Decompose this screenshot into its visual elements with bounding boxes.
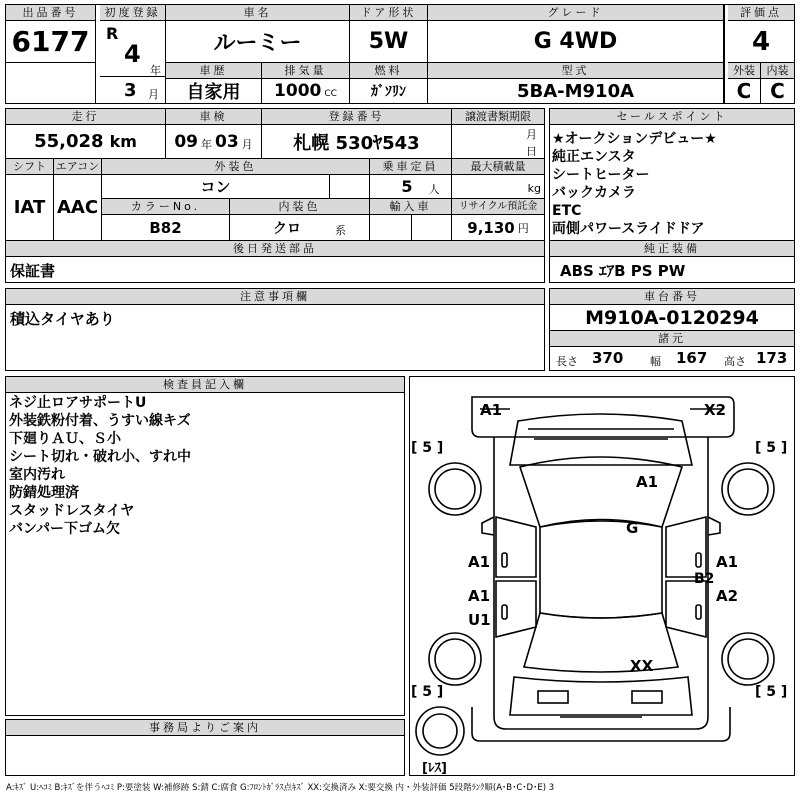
import-label: 輸入車 — [370, 199, 452, 215]
notes-label: 注意事項欄 — [6, 289, 544, 305]
sales-point-item: 純正エンスタ — [552, 149, 636, 165]
lot-blank — [6, 63, 96, 103]
reg-number-label: 登録番号 — [262, 109, 452, 125]
later-parts-label: 後日発送部品 — [6, 241, 544, 257]
insp-month-unit: 月 — [241, 137, 253, 151]
recycle: 9,130 — [467, 218, 515, 237]
inspection-cell — [166, 125, 262, 159]
sales-point-item: バックカメラ — [552, 185, 636, 201]
height-label: 高さ — [724, 355, 746, 368]
inspector-item: ネジ止ロアサポートU — [9, 395, 147, 411]
later-parts-value: 保証書 — [10, 262, 56, 280]
aircon-label: エアコン — [54, 159, 102, 175]
damage-mark: A1 — [468, 553, 491, 571]
chassis-label: 車台番号 — [550, 289, 794, 305]
color-blank — [330, 175, 370, 199]
score: 4 — [728, 21, 794, 63]
displacement: 1000 — [274, 81, 322, 101]
tire-tread-front-right: [ 5 ] — [755, 440, 788, 456]
inspector-item: 室内汚れ — [9, 467, 65, 483]
fuel: ｶﾞｿﾘﾝ — [350, 79, 428, 103]
color-no: B82 — [102, 215, 230, 240]
door-label: ドア形状 — [350, 5, 428, 21]
dims-label: 諸元 — [550, 331, 794, 347]
insp-month: 03 — [215, 131, 239, 152]
mileage-cell — [6, 125, 166, 159]
damage-mark: XX — [630, 657, 654, 675]
transfer-day: 日 — [526, 145, 537, 158]
insp-year: 09 — [174, 131, 198, 152]
damage-mark: B2 — [694, 571, 715, 587]
sales-points-list — [552, 130, 717, 238]
inspector-item: バンパー下ゴム欠 — [9, 521, 121, 537]
month-unit: 月 — [148, 88, 159, 101]
mileage-label: 走行 — [6, 109, 166, 125]
equipment-label: 純正装備 — [550, 241, 794, 257]
year-unit: 年 — [150, 64, 161, 77]
recycle-unit: 円 — [517, 221, 529, 235]
int-color-label: 内装色 — [230, 199, 370, 215]
displacement-cell — [262, 79, 350, 103]
spare-tire-label: [ﾚｽ] — [422, 761, 447, 776]
cc-unit: CC — [324, 89, 337, 99]
capacity-label: 乗車定員 — [370, 159, 452, 175]
transfer-label: 譲渡書類期限 — [452, 109, 544, 125]
aircon: AAC — [54, 175, 102, 241]
inspector-label: 検査員記入欄 — [6, 377, 404, 393]
lot-number: 6177 — [6, 21, 96, 63]
int-color-cell — [230, 215, 370, 240]
length-label: 長さ — [556, 355, 578, 368]
tire-tread-rear-right: [ 5 ] — [755, 684, 788, 700]
damage-mark: X2 — [704, 401, 727, 419]
first-reg-label: 初度登録 — [100, 5, 166, 21]
equipment-value: ABS ｴｱB PS PW — [560, 262, 686, 280]
color-no-label: カラーNo. — [102, 199, 230, 215]
lot-label: 出品番号 — [6, 5, 96, 21]
inspector-item: スタッドレスタイヤ — [9, 503, 135, 519]
width: 167 — [676, 349, 708, 367]
sales-point-item: シートヒーター — [552, 167, 650, 183]
km-unit: km — [109, 132, 137, 151]
load-cell — [452, 175, 544, 199]
car-outline — [410, 377, 793, 774]
interior-grade: C — [770, 79, 785, 103]
damage-mark: G — [626, 519, 639, 537]
width-label: 幅 — [650, 355, 661, 368]
interior-label: 内装 — [761, 63, 794, 79]
inspector-item: シート切れ・破れ小、すれ中 — [9, 449, 191, 465]
transfer-month: 月 — [526, 128, 537, 141]
tire-tread-rear-left: [ 5 ] — [411, 684, 444, 700]
car-name-label: 車名 — [166, 5, 350, 21]
int-color: クロ — [273, 220, 301, 237]
damage-mark: A1 — [468, 587, 491, 605]
displacement-label: 排気量 — [262, 63, 350, 79]
length: 370 — [592, 349, 624, 367]
recycle-cell — [452, 215, 544, 240]
grade-label: グレード — [428, 5, 724, 21]
capacity-unit: 人 — [428, 182, 440, 196]
mileage: 55,028 — [34, 131, 104, 152]
car-diagram — [409, 376, 795, 776]
load-label: 最大積載量 — [452, 159, 544, 175]
grade: G 4WD — [428, 21, 724, 63]
chassis-number: M910A-0120294 — [550, 305, 794, 331]
damage-mark: U1 — [468, 611, 491, 629]
height: 173 — [756, 349, 788, 367]
color-label: 外装色 — [102, 159, 370, 175]
capacity-cell — [370, 175, 452, 199]
inspector-item: 下廻りＡＵ、Ｓ小 — [9, 431, 121, 447]
model: 5BA-M910A — [428, 79, 724, 103]
office-label: 事務局よりご案内 — [6, 720, 404, 736]
reg-number: 札幌 530ﾔ543 — [262, 125, 452, 159]
tire-tread-front-left: [ 5 ] — [411, 440, 444, 456]
capacity: 5 — [401, 177, 413, 196]
import-a — [370, 215, 412, 240]
score-label: 評価点 — [728, 5, 794, 21]
int-color-unit: 系 — [335, 223, 346, 237]
exterior-label: 外装 — [728, 63, 761, 79]
reg-year: 4 — [124, 40, 141, 68]
reg-month: 3 — [124, 80, 137, 101]
inspector-list — [9, 394, 191, 538]
inspection-label: 車検 — [166, 109, 262, 125]
car-name: ルーミー — [166, 21, 350, 63]
damage-mark: A1 — [480, 401, 503, 419]
shift-label: シフト — [6, 159, 54, 175]
sales-point-item: 両側パワースライドドア — [552, 221, 705, 237]
recycle-label: リサイクル預託金 — [452, 199, 544, 215]
sales-points-label: セールスポイント — [550, 109, 794, 125]
inspector-item: 防錆処理済 — [9, 485, 79, 501]
sales-point-item: ETC — [552, 203, 582, 219]
fuel-label: 燃料 — [350, 63, 428, 79]
import-b — [412, 215, 452, 240]
damage-mark: A1 — [636, 473, 659, 491]
door-shape: 5W — [350, 21, 428, 63]
color: コン — [102, 175, 330, 199]
damage-mark: A1 — [716, 553, 739, 571]
notes-value: 積込タイヤあり — [10, 310, 115, 328]
history: 自家用 — [166, 79, 262, 103]
shift: IAT — [6, 175, 54, 241]
history-label: 車歴 — [166, 63, 262, 79]
legend: A:ｷｽﾞ U:ﾍｺﾐ B:ｷｽﾞを伴うﾍｺﾐ P:要塗装 W:補修跡 S:錆 C:腐食 G:ﾌﾛﾝﾄｶﾞﾗｽ点ｷｽﾞ XX:交換済み X:要交換 内・外装評価 5段階ﾗﾝｸ順(A･B･C･D･E) 3 — [6, 783, 555, 793]
insp-year-unit: 年 — [201, 137, 212, 151]
inspector-item: 外装鉄粉付着、うすい線キズ — [9, 413, 191, 429]
era: R — [106, 24, 119, 43]
damage-mark: A2 — [716, 587, 739, 605]
load-unit: kg — [527, 182, 541, 195]
sales-point-item: ★オークションデビュー★ — [552, 131, 717, 147]
model-label: 型式 — [428, 63, 724, 79]
exterior-grade: C — [728, 79, 761, 103]
